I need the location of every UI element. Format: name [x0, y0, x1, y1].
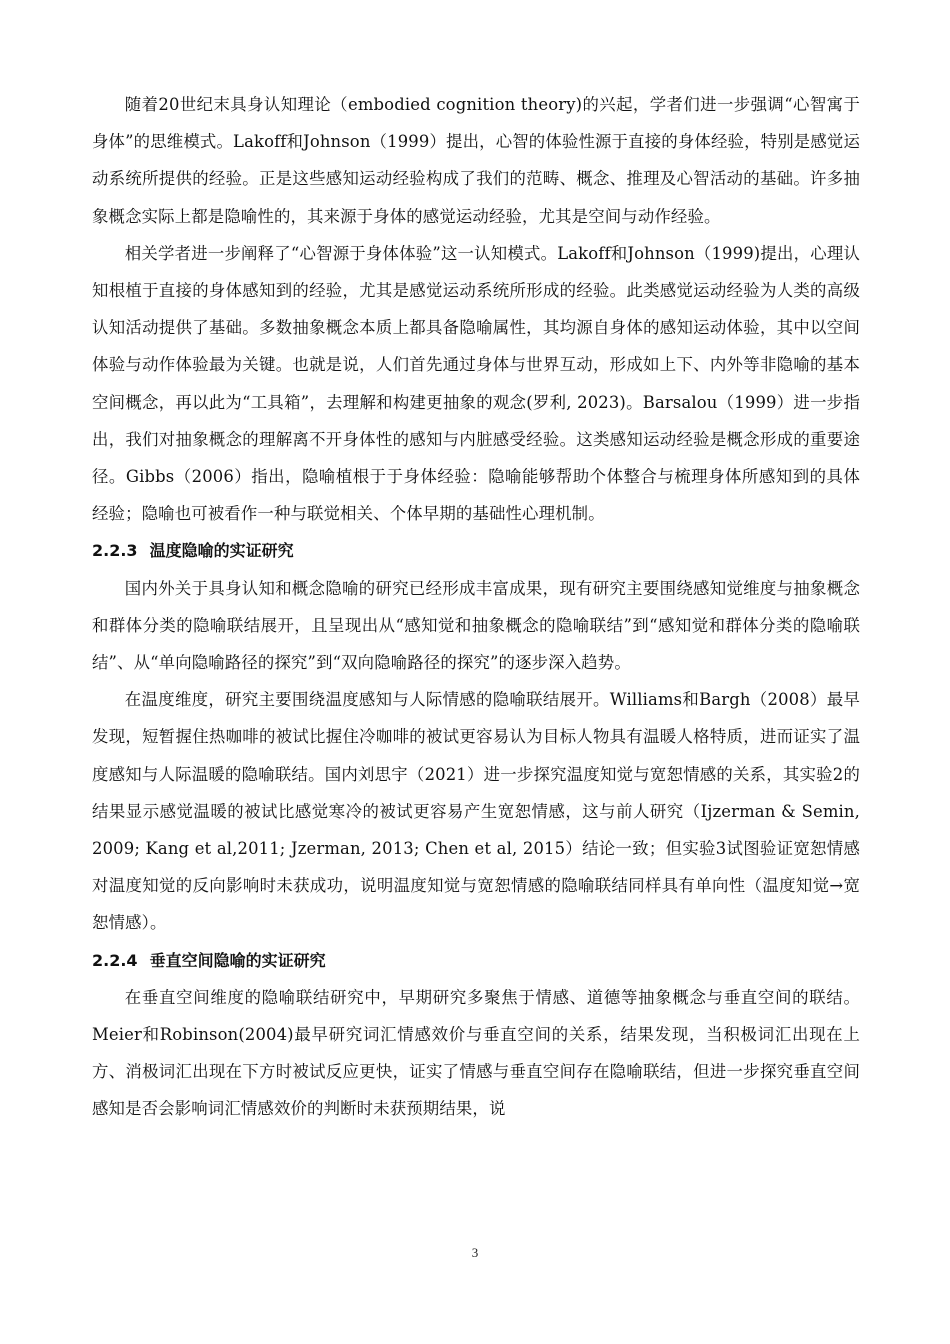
section-title: 温度隐喻的实证研究: [149, 541, 294, 561]
paragraph-embodied-cognition: 随着20世纪末具身认知理论（embodied cognition theory)的兴起，学者们进一步强调“心智寓于身体”的思维模式。Lakoff和Johnson（1999）提出，心智的体验性源于直接的身体经验，特别是感觉运动系统所提供的经验。正是这些感知运动经验构成了我们的范畴、概念、推理及心智活动的基础。许多抽象概念实际上都是隐喻性的，其来源于身体的感觉运动经验，尤其是空间与动作经验。: [92, 95, 860, 226]
paragraph-mind-body-experience: 相关学者进一步阐释了“心智源于身体体验”这一认知模式。Lakoff和Johnson（1999)提出，心理认知根植于直接的身体感知到的经验，尤其是感觉运动系统所形成的经验。此类感觉运动经验为人类的高级认知活动提供了基础。多数抽象概念本质上都具备隐喻属性，其均源自身体的感知运动体验，其中以空间体验与动作体验最为关键。也就是说，人们首先通过身体与世界互动，形成如上下、内外等非隐喻的基本空间概念，再以此为“工具箱”，去理解和构建更抽象的观念(罗利, 2023)。Barsalou（1999）进一步指出，我们对抽象概念的理解离不开身体性的感知与内脏感受经验。这类感知运动经验是概念形成的重要途径。Gibbs（2006）指出，隐喻植根于于身体经验：隐喻能够帮助个体整合与梳理身体所感知到的具体经验；隐喻也可被看作一种与联觉相关、个体早期的基础性心理机制。: [92, 243, 860, 524]
paragraph-research-overview: 国内外关于具身认知和概念隐喻的研究已经形成丰富成果，现有研究主要围绕感知觉维度与抽象概念和群体分类的隐喻联结展开，且呈现出从“感知觉和抽象概念的隐喻联结”到“感知觉和群体分类的隐喻联结”、从“单向隐喻路径的探究”到“双向隐喻路径的探究”的逐步深入趋势。: [92, 578, 860, 673]
document-body: [92, 86, 860, 1128]
section-heading-2-2-4: [92, 942, 860, 979]
paragraph-temperature-dimension: 在温度维度，研究主要围绕温度感知与人际情感的隐喻联结展开。Williams和Bargh（2008）最早发现，短暂握住热咖啡的被试比握住冷咖啡的被试更容易认为目标人物具有温暖人格特质，进而证实了温度感知与人际温暖的隐喻联结。国内刘思宇（2021）进一步探究温度知觉与宽恕情感的关系，其实验2的结果显示感觉温暖的被试比感觉寒冷的被试更容易产生宽恕情感，这与前人研究（Ijzerman & Semin, 2009; Kang et al,2011; Jzerman, 2013; Chen et al, 2015）结论一致；但实验3试图验证宽恕情感对温度知觉的反向影响时未获成功，说明温度知觉与宽恕情感的隐喻联结同样具有单向性（温度知觉→宽恕情感）。: [92, 690, 860, 933]
section-heading-2-2-3: [92, 532, 860, 569]
paragraph-vertical-space: 在垂直空间维度的隐喻联结研究中，早期研究多聚焦于情感、道德等抽象概念与垂直空间的联结。Meier和Robinson(2004)最早研究词汇情感效价与垂直空间的关系，结果发现，当积极词汇出现在上方、消极词汇出现在下方时被试反应更快，证实了情感与垂直空间存在隐喻联结，但进一步探究垂直空间感知是否会影响词汇情感效价的判断时未获预期结果，说: [92, 987, 860, 1119]
page-number: 3: [471, 1245, 479, 1260]
section-number: 2.2.3: [92, 541, 138, 561]
section-number: 2.2.4: [92, 950, 138, 970]
section-title: 垂直空间隐喻的实证研究: [149, 950, 326, 970]
